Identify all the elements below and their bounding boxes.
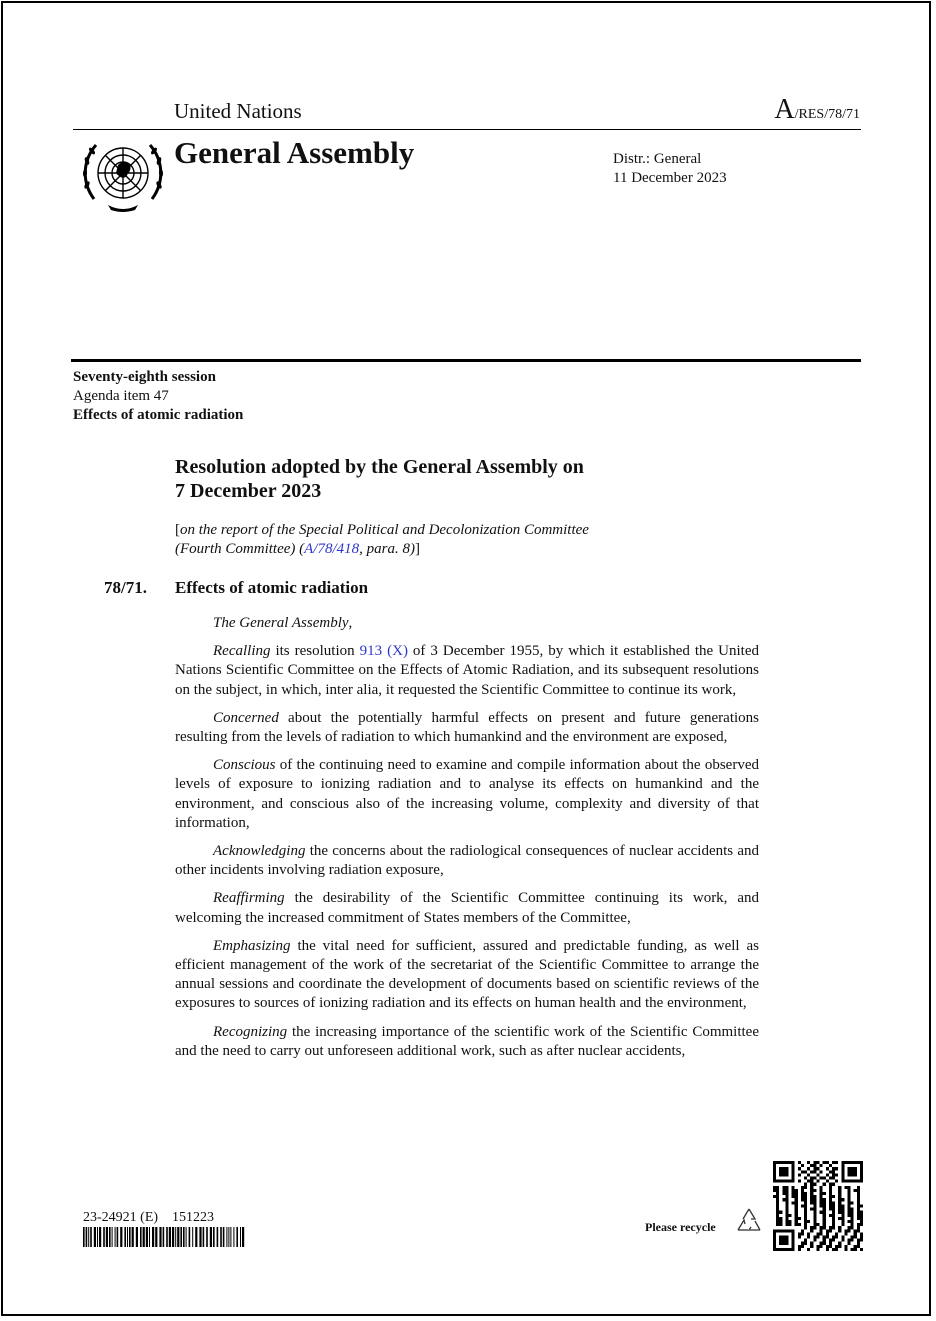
- report-line2-a: (Fourth Committee) (: [175, 541, 305, 557]
- agenda-topic: Effects of atomic radiation: [73, 407, 244, 423]
- session-block: [73, 368, 243, 425]
- paragraph-text: about the potentially harmful effects on present and future generations resulting from the levels of radiation to which humankind and the environment are exposed,: [175, 709, 759, 746]
- paragraph-acknowledging: [175, 842, 759, 880]
- document-symbol: [774, 94, 860, 126]
- paragraph-concerned: [175, 709, 759, 747]
- symbol-rest: /RES/78/71: [794, 107, 860, 122]
- paragraph-text: of the continuing need to examine and compile information about the observed levels of exposure to ionizing radiation and to analyse its effects on humankind and the environment, and conscious also of the increasing volume, complexity and diversity of that information,: [175, 757, 759, 831]
- session-rule: [71, 359, 861, 362]
- paragraph-recognizing: [175, 1023, 759, 1061]
- resolution-title-line2: 7 December 2023: [175, 480, 322, 502]
- report-link[interactable]: A/78/418: [304, 541, 360, 557]
- issue-date: 11 December 2023: [613, 170, 727, 186]
- paragraph-text: its resolution: [270, 643, 360, 660]
- paragraph-lead: Conscious: [213, 757, 276, 774]
- paragraph-lead: Emphasizing: [213, 937, 291, 954]
- distr-label: Distr.: General: [613, 151, 702, 167]
- paragraph-lead: The General Assembly: [213, 615, 349, 631]
- preamble: [175, 614, 759, 1070]
- paragraph-emphasizing: [175, 937, 759, 1014]
- bracket-close: ]: [414, 541, 420, 557]
- qr-code: [773, 1161, 863, 1251]
- paragraph-lead: Concerned: [213, 709, 279, 726]
- paragraph-recalling: [175, 642, 759, 700]
- resolution-title: [175, 455, 584, 503]
- paragraph-lead: Reaffirming: [213, 890, 285, 907]
- resolution-number: 78/71.: [104, 578, 147, 597]
- paragraph-intro: [175, 614, 759, 633]
- recycle-icon: [734, 1206, 764, 1236]
- paragraph-lead: Acknowledging: [213, 843, 306, 860]
- recycle-label: Please recycle: [645, 1220, 716, 1234]
- paragraph-reaffirming: [175, 889, 759, 927]
- report-line1: on the report of the Special Political and Decolonization Committee: [180, 522, 589, 538]
- resolution-title-line1: Resolution adopted by the General Assembly on: [175, 456, 584, 478]
- paragraph-text: the vital need for sufficient, assured and predictable funding, as well as efficient management of the work of the secretariat of the Scientific Committee to arrange the annual sessions and coordinate the development of documents based on scientific reviews of the exposures to sources of ionizing radiation and its effects on human health and the environment,: [175, 937, 759, 1012]
- paragraph-text: the concerns about the radiological consequences of nuclear accidents and other incidents involving radiation exposure,: [175, 843, 759, 879]
- paragraph-lead: Recognizing: [213, 1023, 288, 1040]
- bracket-open: [: [175, 522, 180, 538]
- body-name: General Assembly: [174, 135, 415, 170]
- org-name: United Nations: [174, 99, 302, 123]
- un-emblem-icon: [78, 135, 168, 215]
- session-name: Seventy-eighth session: [73, 369, 216, 385]
- resolution-heading: Effects of atomic radiation: [175, 578, 369, 597]
- paragraph-text: the desirability of the Scientific Committee continuing its work, and welcoming the increased commitment of States members of the Committee,: [175, 890, 759, 926]
- job-number: 23-24921 (E) 151223: [83, 1210, 215, 1225]
- paragraph-text: the increasing importance of the scientific work of the Scientific Committee and the need to carry out unforeseen additional work, such as after nuclear accidents,: [175, 1023, 759, 1059]
- paragraph-text: of 3 December 1955, by which it established the United Nations Scientific Committee on the Effects of Atomic Radiation, and its subsequent resolutions on the subject, in which, inter alia, it requested the Scientific Committee to continue its work,: [175, 643, 759, 698]
- paragraph-conscious: [175, 756, 759, 833]
- agenda-item: Agenda item 47: [73, 388, 169, 404]
- header-rule: [73, 129, 861, 130]
- report-reference: [175, 521, 589, 559]
- report-line2-b: , para. 8): [359, 541, 415, 557]
- paragraph-text: ,: [348, 615, 353, 631]
- distribution-block: [613, 150, 727, 188]
- symbol-letter: A: [774, 94, 795, 125]
- paragraph-lead: Recalling: [213, 643, 271, 660]
- barcode: [83, 1227, 245, 1247]
- resolution-link[interactable]: 913 (X): [359, 643, 408, 660]
